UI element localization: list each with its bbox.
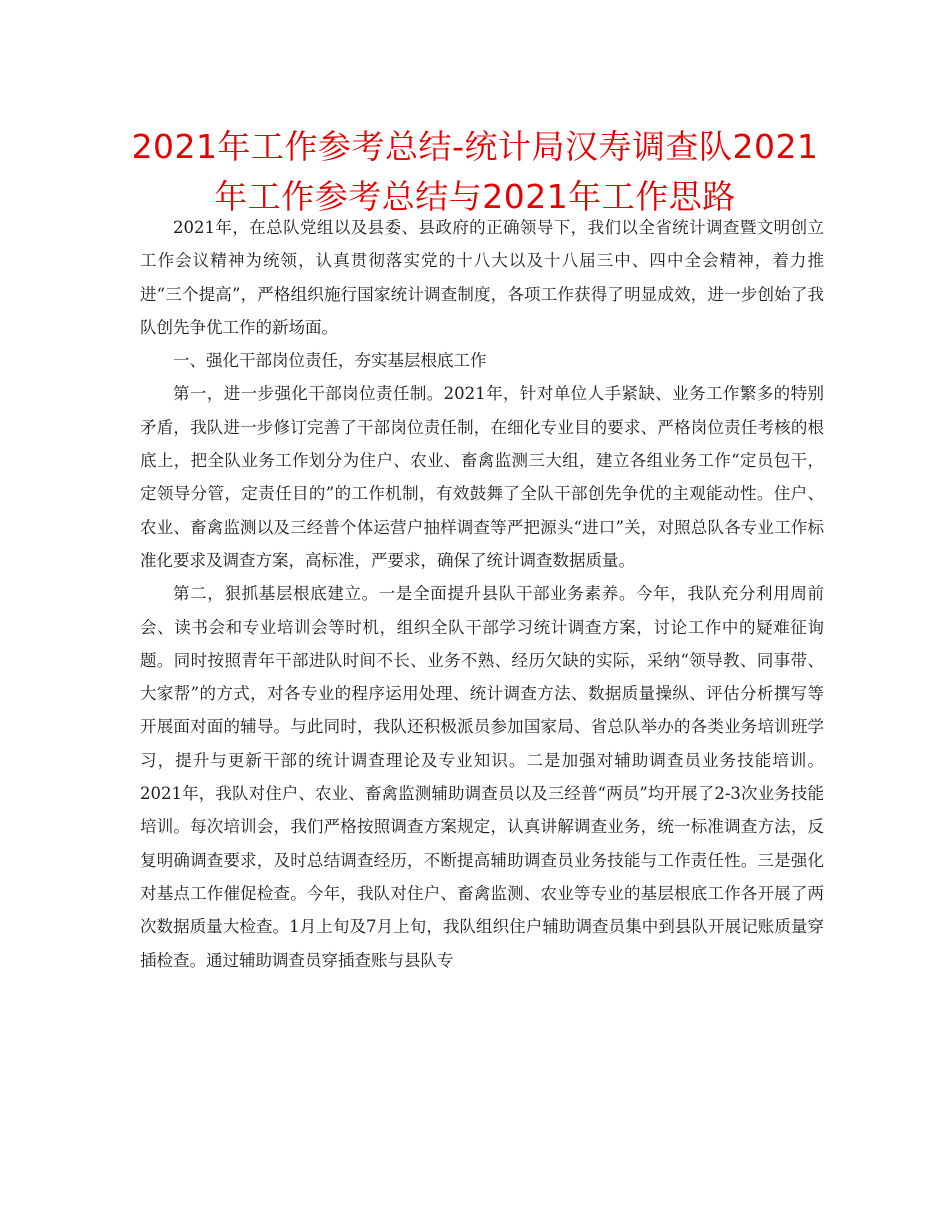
section-heading-one: 一、强化干部岗位责任，夯实基层根底工作 [173,351,487,371]
paragraph-intro: 2021年，在总队党组以及县委、县政府的正确领导下，我们以全省统计调查暨文明创立工作会议精神为统领，认真贯彻落实党的十八大以及十八届三中、四中全会精神，着力推进“三个提高”，严格组织施行国家统计调查制度，各项工作获得了明显成效，进一步创始了我队创先争优工作的新场面。 [140,218,824,337]
paragraph-first-point: 第一，进一步强化干部岗位责任制。2021年，针对单位人手紧缺、业务工作繁多的特别矛盾，我队进一步修订完善了干部岗位责任制，在细化专业目的要求、严格岗位责任考核的根底上，把全队业务工作划分为住户、农业、畜禽监测三大组，建立各组业务工作“定员包干，定领导分管，定责任目的”的工作机制，有效鼓舞了全队干部创先争优的主观能动性。住户、农业、畜禽监测以及三经普个体运营户抽样调查等严把源头“进口”关，对照总队各专业工作标准化要求及调查方案，高标准，严要求，确保了统计调查数据质量。 [140,384,824,570]
document-body [140,211,824,977]
paragraph-second-point: 第二，狠抓基层根底建立。一是全面提升县队干部业务素养。今年，我队充分利用周前会、读书会和专业培训会等时机，组织全队干部学习统计调查方案，讨论工作中的疑难征询题。同时按照青年干部进队时间不长、业务不熟、经历欠缺的实际，采纳“领导教、同事带、大家帮”的方式，对各专业的程序运用处理、统计调查方法、数据质量操纵、评估分析撰写等开展面对面的辅导。与此同时，我队还积极派员参加国家局、省总队举办的各类业务培训班学习，提升与更新干部的统计调查理论及专业知识。二是加强对辅助调查员业务技能培训。2021年，我队对住户、农业、畜禽监测辅助调查员以及三经普“两员”均开展了2-3次业务技能培训。每次培训会，我们严格按照调查方案规定，认真讲解调查业务，统一标准调查方法，反复明确调查要求，及时总结调查经历，不断提高辅助调查员业务技能与工作责任性。三是强化对基点工作催促检查。今年，我队对住户、畜禽监测、农业等专业的基层根底工作各开展了两次数据质量大检查。1月上旬及7月上旬，我队组织住户辅助调查员集中到县队开展记账质量穿插检查。通过辅助调查员穿插查账与县队专 [140,584,824,970]
document-title: 2021年工作参考总结-统计局汉寿调查队2021年工作参考总结与2021年工作思路 [131,127,819,216]
